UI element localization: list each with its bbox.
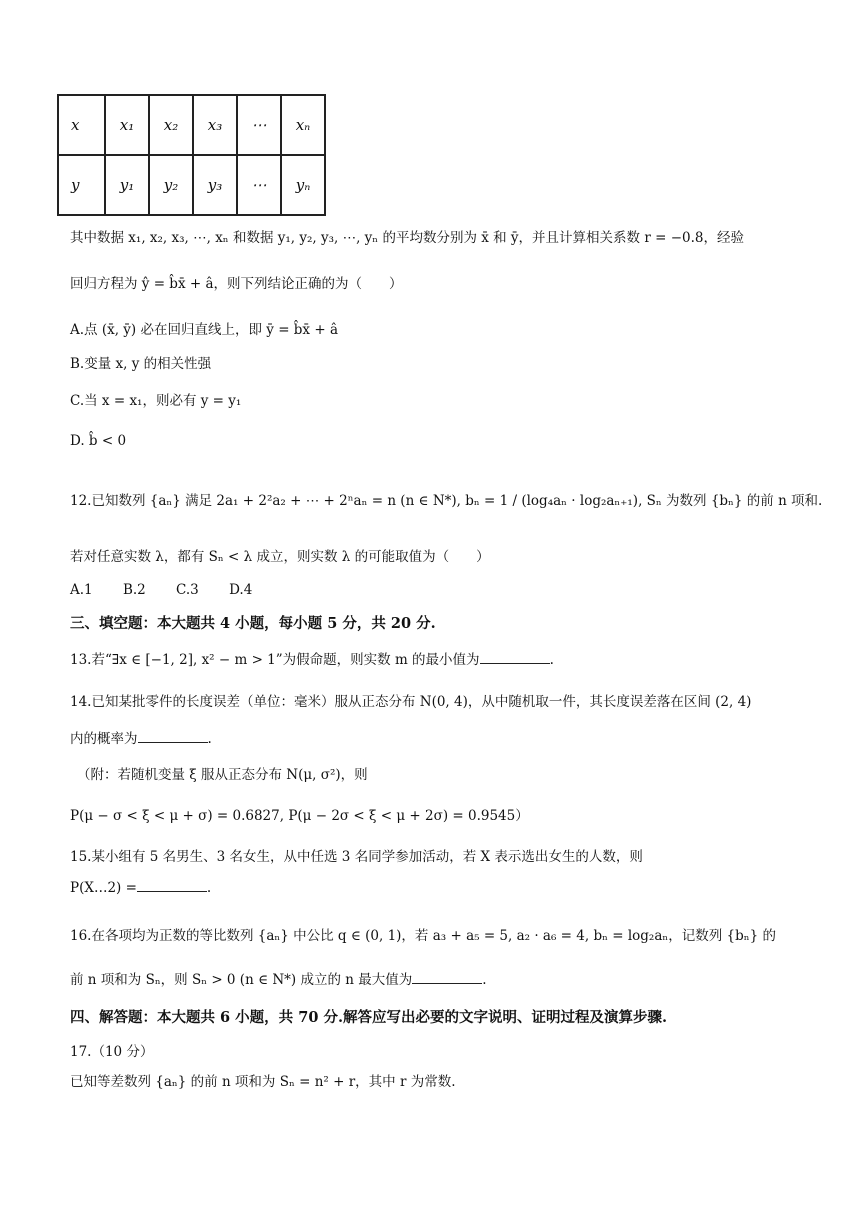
table-row-x xyxy=(58,95,325,155)
q13 xyxy=(70,648,554,668)
q11-option-c: C.当 x = x₁，则必有 y = y₁ xyxy=(70,393,242,409)
q14-note-line2: P(μ − σ < ξ < μ + σ) = 0.6827, P(μ − 2σ < ξ < μ + 2σ) = 0.9545） xyxy=(70,808,529,824)
table-cell: yₙ xyxy=(281,155,325,215)
q12-choices xyxy=(70,582,278,598)
q14-text: 内的概率为 xyxy=(70,731,138,747)
q16-text: 前 n 项和为 Sₙ，则 Sₙ > 0 (n ∈ N*) 成立的 n 最大值为 xyxy=(70,972,413,988)
table-cell: ⋯ xyxy=(237,155,281,215)
table-cell: y xyxy=(58,155,105,215)
q12-stem-line2: 若对任意实数 λ，都有 Sₙ < λ 成立，则实数 λ 的可能取值为（ ） xyxy=(70,549,490,565)
table-cell: x₂ xyxy=(149,95,193,155)
q12-choice: A.1 xyxy=(70,582,93,598)
table-cell: xₙ xyxy=(281,95,325,155)
table-row-y xyxy=(58,155,325,215)
q16-stem-line1: 16.在各项均为正数的等比数列 {aₙ} 中公比 q ∈ (0, 1)，若 a₃ + a₅ = 5, a₂ · a₆ = 4, bₙ = log₂aₙ，记数列 {bₙ} 的 xyxy=(70,928,776,944)
q15-answer-blank[interactable] xyxy=(137,879,207,892)
section-3-heading: 三、填空题：本大题共 4 小题，每小题 5 分，共 20 分. xyxy=(70,615,436,632)
table-cell: ⋯ xyxy=(237,95,281,155)
table-cell: x xyxy=(58,95,105,155)
q12-choice: C.3 xyxy=(176,582,199,598)
q13-answer-blank[interactable] xyxy=(480,651,550,664)
q11-option-d: D. b̂ < 0 xyxy=(70,433,127,449)
q16-answer-blank[interactable] xyxy=(412,971,482,984)
q12-choice: B.2 xyxy=(122,582,146,598)
q14-end: . xyxy=(207,731,212,747)
q13-end: . xyxy=(549,652,554,668)
table-cell: x₃ xyxy=(193,95,237,155)
q14-stem-line1: 14.已知某批零件的长度误差（单位：毫米）服从正态分布 N(0, 4)，从中随机取一件，其长度误差落在区间 (2, 4) xyxy=(70,694,752,710)
q11-stem-line1: 其中数据 x₁, x₂, x₃, ⋯, xₙ 和数据 y₁, y₂, y₃, ⋯, yₙ 的平均数分别为 x̄ 和 ȳ，并且计算相关系数 r = −0.8，经验 xyxy=(70,230,744,246)
table-cell: y₁ xyxy=(105,155,149,215)
q17-label: 17.（10 分） xyxy=(70,1044,154,1060)
q15-text: P(X…2) = xyxy=(70,880,137,896)
table-cell: x₁ xyxy=(105,95,149,155)
data-table xyxy=(57,94,326,216)
q11-stem-line2: 回归方程为 ŷ = b̂x̄ + â，则下列结论正确的为（ ） xyxy=(70,276,403,292)
table-cell: y₃ xyxy=(193,155,237,215)
q12-stem-line1: 12.已知数列 {aₙ} 满足 2a₁ + 2²a₂ + ⋯ + 2ⁿaₙ = n (n ∈ N*), bₙ = 1 / (log₄aₙ · log₂aₙ₊₁), Sₙ 为数列 {bₙ} 的前 n 项和. xyxy=(70,493,823,509)
table-cell: y₂ xyxy=(149,155,193,215)
q14-note-line1: （附：若随机变量 ξ 服从正态分布 N(μ, σ²)，则 xyxy=(77,767,368,783)
q11-option-a: A.点 (x̄, ȳ) 必在回归直线上，即 ȳ = b̂x̄ + â xyxy=(70,322,338,338)
q16-end: . xyxy=(482,972,487,988)
q15-stem-line1: 15.某小组有 5 名男生、3 名女生，从中任选 3 名同学参加活动，若 X 表示选出女生的人数，则 xyxy=(70,849,643,865)
q13-text: 13.若“∃x ∈ [−1, 2], x² − m > 1”为假命题，则实数 m 的最小值为 xyxy=(70,652,480,668)
q12-choice: D.4 xyxy=(229,582,253,598)
q15-end: . xyxy=(206,880,212,896)
q17-text: 已知等差数列 {aₙ} 的前 n 项和为 Sₙ = n² + r，其中 r 为常数. xyxy=(70,1074,456,1090)
q11-option-b: B.变量 x, y 的相关性强 xyxy=(70,356,212,372)
q15-stem-line2 xyxy=(70,879,211,896)
q16-stem-line2 xyxy=(70,968,487,988)
q14-answer-blank[interactable] xyxy=(138,730,208,743)
q14-stem-line2 xyxy=(70,727,212,747)
section-4-heading: 四、解答题：本大题共 6 小题，共 70 分.解答应写出必要的文字说明、证明过程及演算步骤. xyxy=(70,1009,668,1026)
